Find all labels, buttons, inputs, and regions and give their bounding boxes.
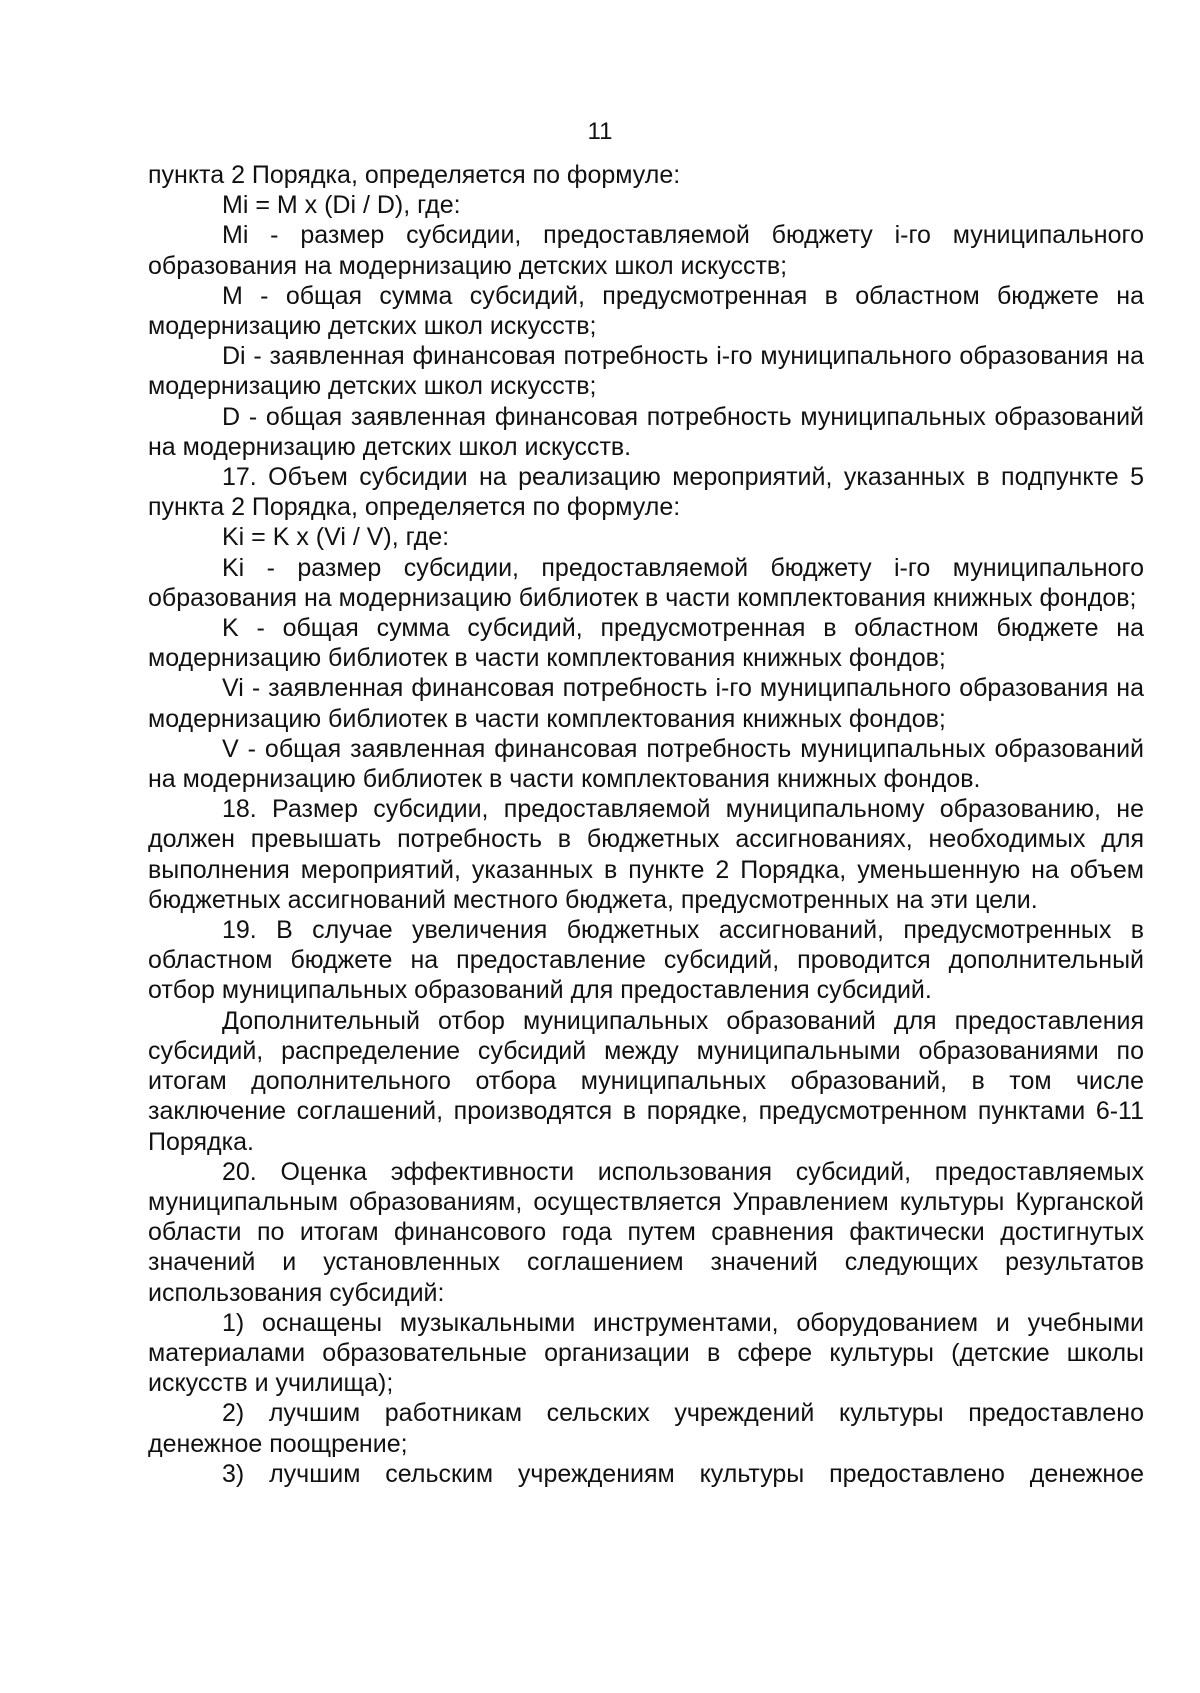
paragraph-item-17: 17. Объем субсидии на реализацию мероприятий, указанных в подпункте 5 пункта 2 Порядка, определяется по формуле: xyxy=(148,463,1144,522)
page-number: 11 xyxy=(587,118,613,145)
paragraph-d-definition: D - общая заявленная финансовая потребность муниципальных образований на модернизацию детских школ искусств. xyxy=(148,402,1144,461)
formula-mi: Mi = M x (Di / D), где: xyxy=(222,191,461,220)
paragraph-vi-definition: Vi - заявленная финансовая потребность i-го муниципального образования на модернизацию библиотек в части комплектования книжных фондов; xyxy=(148,674,1144,733)
paragraph-intro-line: пункта 2 Порядка, определяется по формуле: xyxy=(148,161,681,189)
list-item-2: 2) лучшим работникам сельских учреждений культуры предоставлено денежное поощрение; xyxy=(148,1399,1144,1458)
paragraph-item-20: 20. Оценка эффективности использования субсидий, предоставляемых муниципальным образованиям, осуществляется Управлением культуры Курганской области по итогам финансового года путем сравнения фактически достигнутых значений и установленных соглашением значений следующих результатов использования субсидий: xyxy=(148,1157,1144,1307)
list-item-1: 1) оснащены музыкальными инструментами, оборудованием и учебными материалами образовательные организации в сфере культуры (детские школы искусств и училища); xyxy=(148,1308,1144,1398)
paragraph-v-definition: V - общая заявленная финансовая потребность муниципальных образований на модернизацию библиотек в части комплектования книжных фондов. xyxy=(148,734,1144,794)
paragraph-k-definition: K - общая сумма субсидий, предусмотренная в областном бюджете на модернизацию библиотек в части комплектования книжных фондов; xyxy=(148,614,1144,673)
paragraph-item-18: 18. Размер субсидии, предоставляемой муниципальному образованию, не должен превышать потребность в бюджетных ассигнованиях, необходимых для выполнения мероприятий, указанных в пункте 2 Порядка, уменьшенную на объем бюджетных ассигнований местного бюджета, предусмотренных на эти цели. xyxy=(148,795,1144,914)
document-body xyxy=(148,160,1144,1489)
paragraph-di-definition: Di - заявленная финансовая потребность i-го муниципального образования на модернизацию детских школ искусств; xyxy=(148,342,1144,401)
paragraph-item-19: 19. В случае увеличения бюджетных ассигнований, предусмотренных в областном бюджете на предоставление субсидий, проводится дополнительный отбор муниципальных образований для предоставления субсидий. xyxy=(148,916,1144,1005)
formula-ki: Ki = K x (Vi / V), где: xyxy=(222,523,450,552)
list-item-3: 3) лучшим сельским учреждениям культуры предоставлено денежное xyxy=(222,1459,1144,1488)
paragraph-additional-selection: Дополнительный отбор муниципальных образований для предоставления субсидий, распределение субсидий между муниципальными образованиями по итогам дополнительного отбора муниципальных образований, в том числе заключение соглашений, производятся в порядке, предусмотренном пунктами 6-11 Порядка. xyxy=(148,1006,1144,1156)
paragraph-ki-definition: Ki - размер субсидии, предоставляемой бюджету i-го муниципального образования на модернизацию библиотек в части комплектования книжных фондов; xyxy=(148,553,1144,612)
paragraph-m-definition: M - общая сумма субсидий, предусмотренная в областном бюджете на модернизацию детских школ искусств; xyxy=(148,281,1144,341)
paragraph-mi-definition: Mi - размер субсидии, предоставляемой бюджету i-го муниципального образования на модернизацию детских школ искусств; xyxy=(148,221,1144,280)
